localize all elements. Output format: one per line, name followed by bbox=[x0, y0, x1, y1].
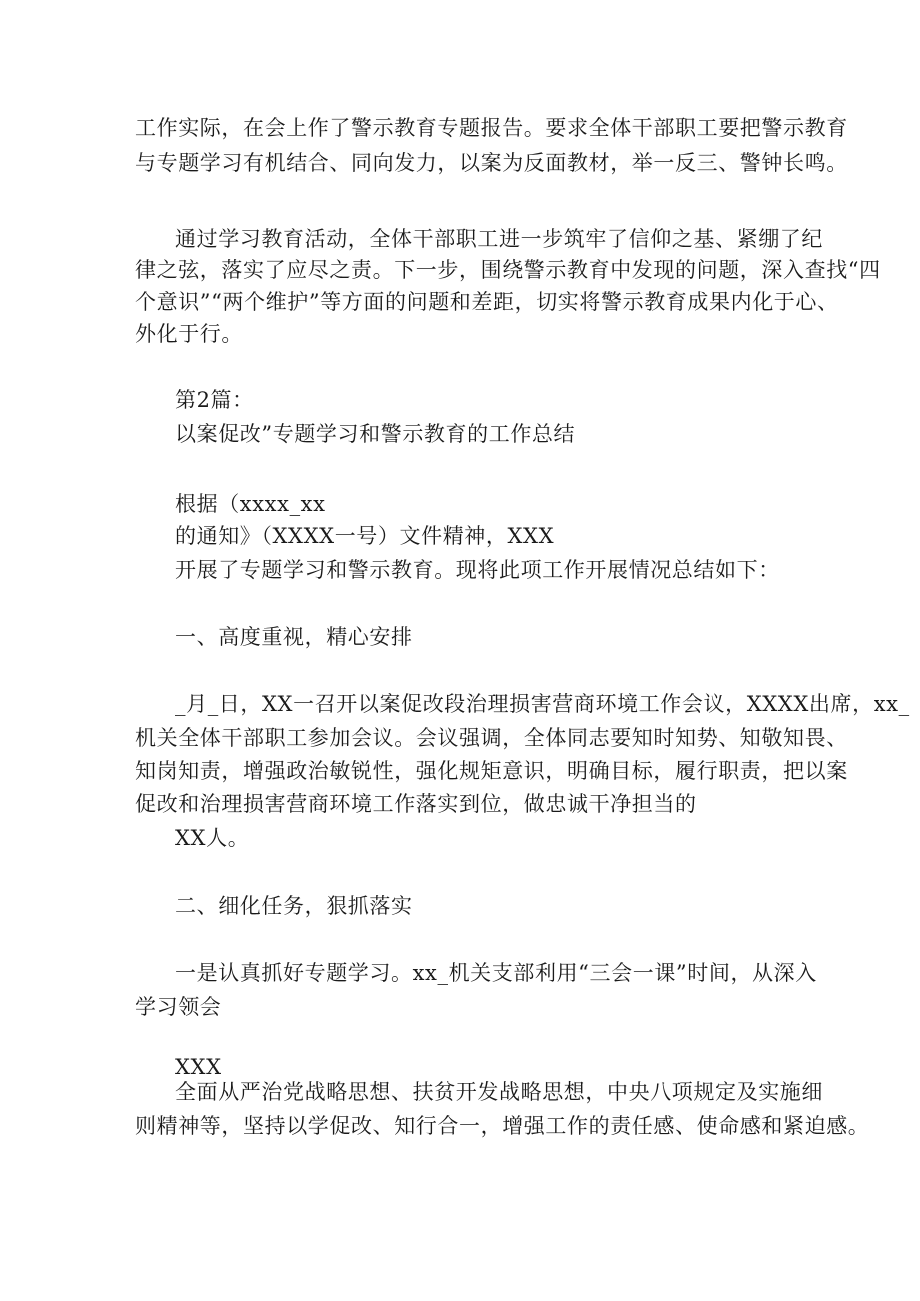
paragraph-line: 学习领会 bbox=[135, 995, 222, 1019]
paragraph-line: XXX bbox=[175, 1055, 222, 1079]
paragraph-line: 个意识”“两个维护”等方面的问题和差距，切实将警示教育成果内化于心、 bbox=[135, 290, 839, 314]
paragraph-line: 则精神等，坚持以学促改、知行合一，增强工作的责任感、使命感和紧迫感。 bbox=[135, 1114, 870, 1138]
paragraph-line: 一是认真抓好专题学习。xx_机关支部利用“三会一课”时间，从深入 bbox=[175, 961, 817, 985]
paragraph-line: 外化于行。 bbox=[135, 322, 243, 346]
paragraph-line: 机关全体干部职工参加会议。会议强调，全体同志要知时知势、知敬知畏、 bbox=[135, 726, 848, 750]
paragraph-line: 开展了专题学习和警示教育。现将此项工作开展情况总结如下： bbox=[175, 558, 780, 582]
paragraph-line: 促改和治理损害营商环境工作落实到位，做忠诚干净担当的 bbox=[135, 792, 697, 816]
paragraph-line: XX人。 bbox=[175, 826, 250, 850]
paragraph-line: 根据（xxxx_xx bbox=[175, 492, 326, 516]
section-heading: 二、细化任务，狠抓落实 bbox=[175, 894, 413, 918]
paragraph-line: 律之弦，落实了应尽之责。下一步，围绕警示教育中发现的问题，深入查找“四 bbox=[135, 258, 881, 282]
paragraph-line: 与专题学习有机结合、同向发力，以案为反面教材，举一反三、警钟长鸣。 bbox=[135, 151, 848, 175]
paragraph-line: 工作实际，在会上作了警示教育专题报告。要求全体干部职工要把警示教育 bbox=[135, 116, 848, 140]
paragraph-line: _月_日，XX一召开以案促改段治理损害营商环境工作会议，XXXX出席，xx_ bbox=[175, 692, 910, 716]
section-heading: 一、高度重视，精心安排 bbox=[175, 625, 413, 649]
paragraph-line: 的通知》（XXXX一号）文件精神，XXX bbox=[175, 524, 555, 548]
part-label: 第2篇： bbox=[175, 388, 254, 412]
paragraph-line: 全面从严治党战略思想、扶贫开发战略思想，中央八项规定及实施细 bbox=[175, 1080, 823, 1104]
paragraph-line: 通过学习教育活动，全体干部职工进一步筑牢了信仰之基、紧绷了纪 bbox=[175, 227, 823, 251]
paragraph-line: 知岗知责，增强政治敏锐性，强化规矩意识，明确目标，履行职责，把以案 bbox=[135, 759, 848, 783]
part-title: 以案促改”专题学习和警示教育的工作总结 bbox=[175, 422, 576, 446]
